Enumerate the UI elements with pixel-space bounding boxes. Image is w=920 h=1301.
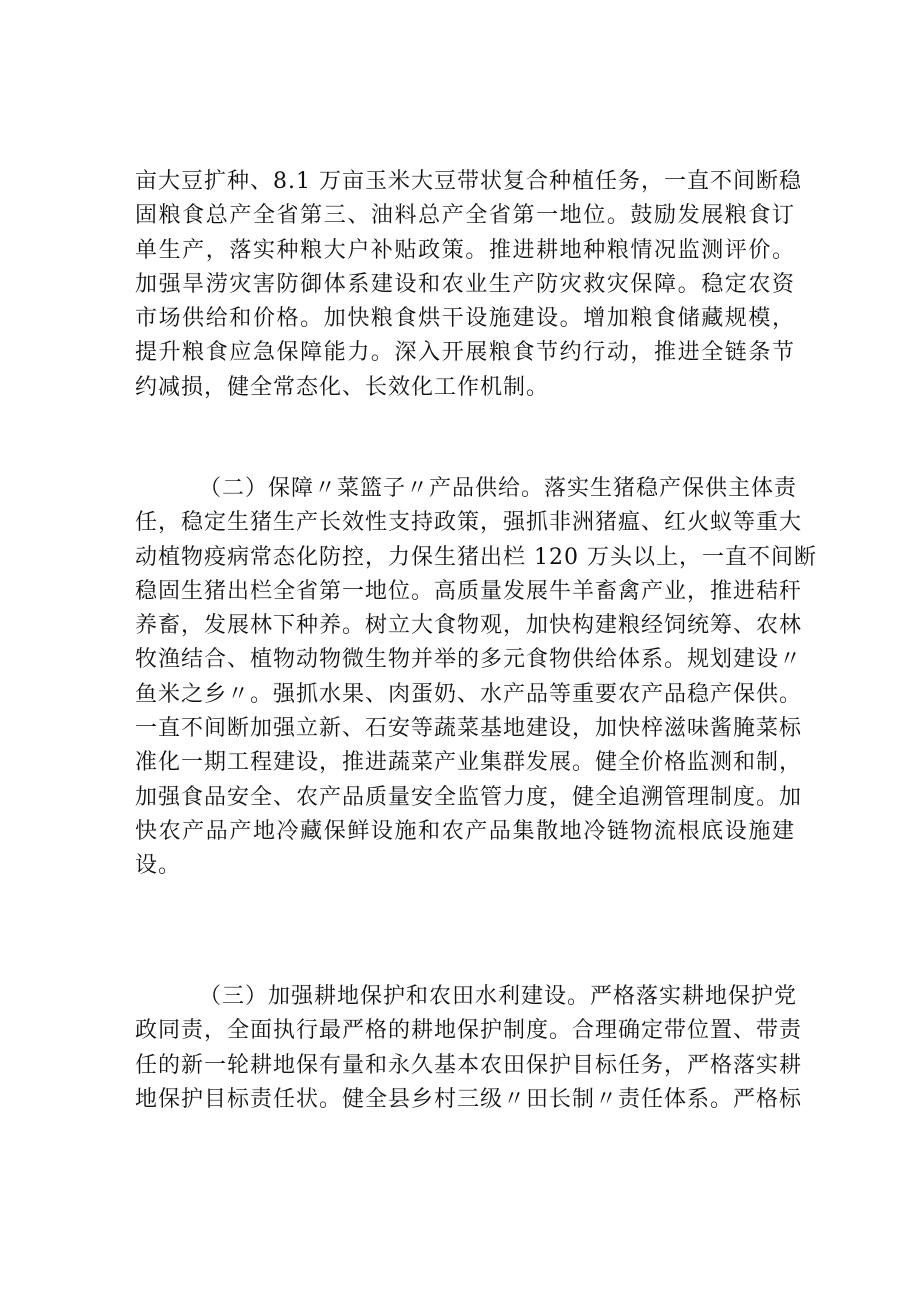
paragraph-line: 养畜，发展林下种养。树立大食物观，加快构建粮经饲统筹、农林 (135, 613, 803, 639)
paragraph-line: 任，稳定生猪生产长效性支持政策，强抓非洲猪瘟、红火蚁等重大 (135, 510, 803, 536)
paragraph-line: 快农产品产地冷藏保鲜设施和农产品集散地冷链物流根底设施建 (135, 818, 795, 844)
paragraph-line: 牧渔结合、植物动物微生物并举的多元食物供给体系。规划建设〃 (135, 647, 803, 673)
paragraph-line: 亩大豆扩种、8.1 万亩玉米大豆带状复合种植任务，一直不间断稳 (135, 169, 802, 194)
section-heading-line: （二）保障〃菜篮子〃产品供给。落实生猪稳产保供主体责 (199, 476, 798, 501)
paragraph-line: 一直不间断加强立新、石安等蔬菜基地建设，加快梓滋味酱腌菜标 (135, 716, 803, 742)
paragraph-line: 约减损，健全常态化、长效化工作机制。 (135, 374, 550, 400)
section-heading-line: （三）加强耕地保护和农田水利建设。严格落实耕地保护党 (199, 984, 798, 1009)
paragraph-line: 市场供给和价格。加快粮食烘干设施建设。增加粮食储藏规模， (135, 306, 795, 332)
paragraph-line: 固粮食总产全省第三、油料总产全省第一地位。鼓励发展粮食订 (135, 203, 795, 229)
paragraph-line: 任的新一轮耕地保有量和永久基本农田保护目标任务，严格落实耕 (135, 1052, 803, 1078)
paragraph-line: 设。 (135, 853, 182, 879)
paragraph-line: 加强食品安全、农产品质量安全监管力度，健全追溯管理制度。加 (135, 784, 803, 810)
paragraph-line: 单生产，落实种粮大户补贴政策。推进耕地种粮情况监测评价。 (135, 237, 795, 263)
paragraph-grain-security (135, 165, 802, 405)
paragraph-line: 稳固生猪出栏全省第一地位。高质量发展牛羊畜禽产业，推进秸秆 (135, 578, 803, 604)
paragraph-vegetable-basket (135, 472, 817, 884)
paragraph-line: 准化一期工程建设，推进蔬菜产业集群发展。健全价格监测和制， (135, 750, 803, 776)
paragraph-line: 鱼米之乡〃。强抓水果、肉蛋奶、水产品等重要农产品稳产保供。 (135, 681, 803, 707)
paragraph-line: 提升粮食应急保障能力。深入开展粮食节约行动，推进全链条节 (135, 340, 795, 366)
paragraph-line: 地保护目标责任状。健全县乡村三级〃田长制〃责任体系。严格标 (135, 1086, 803, 1112)
paragraph-line: 加强旱涝灾害防御体系建设和农业生产防灾救灾保障。稳定农资 (135, 271, 795, 297)
paragraph-line: 动植物疫病常态化防控，力保生猪出栏 120 万头以上，一直不间断 (135, 544, 817, 570)
paragraph-line: 政同责，全面执行最严格的耕地保护制度。合理确定带位置、带责 (135, 1018, 803, 1044)
paragraph-farmland-protection (135, 980, 803, 1117)
